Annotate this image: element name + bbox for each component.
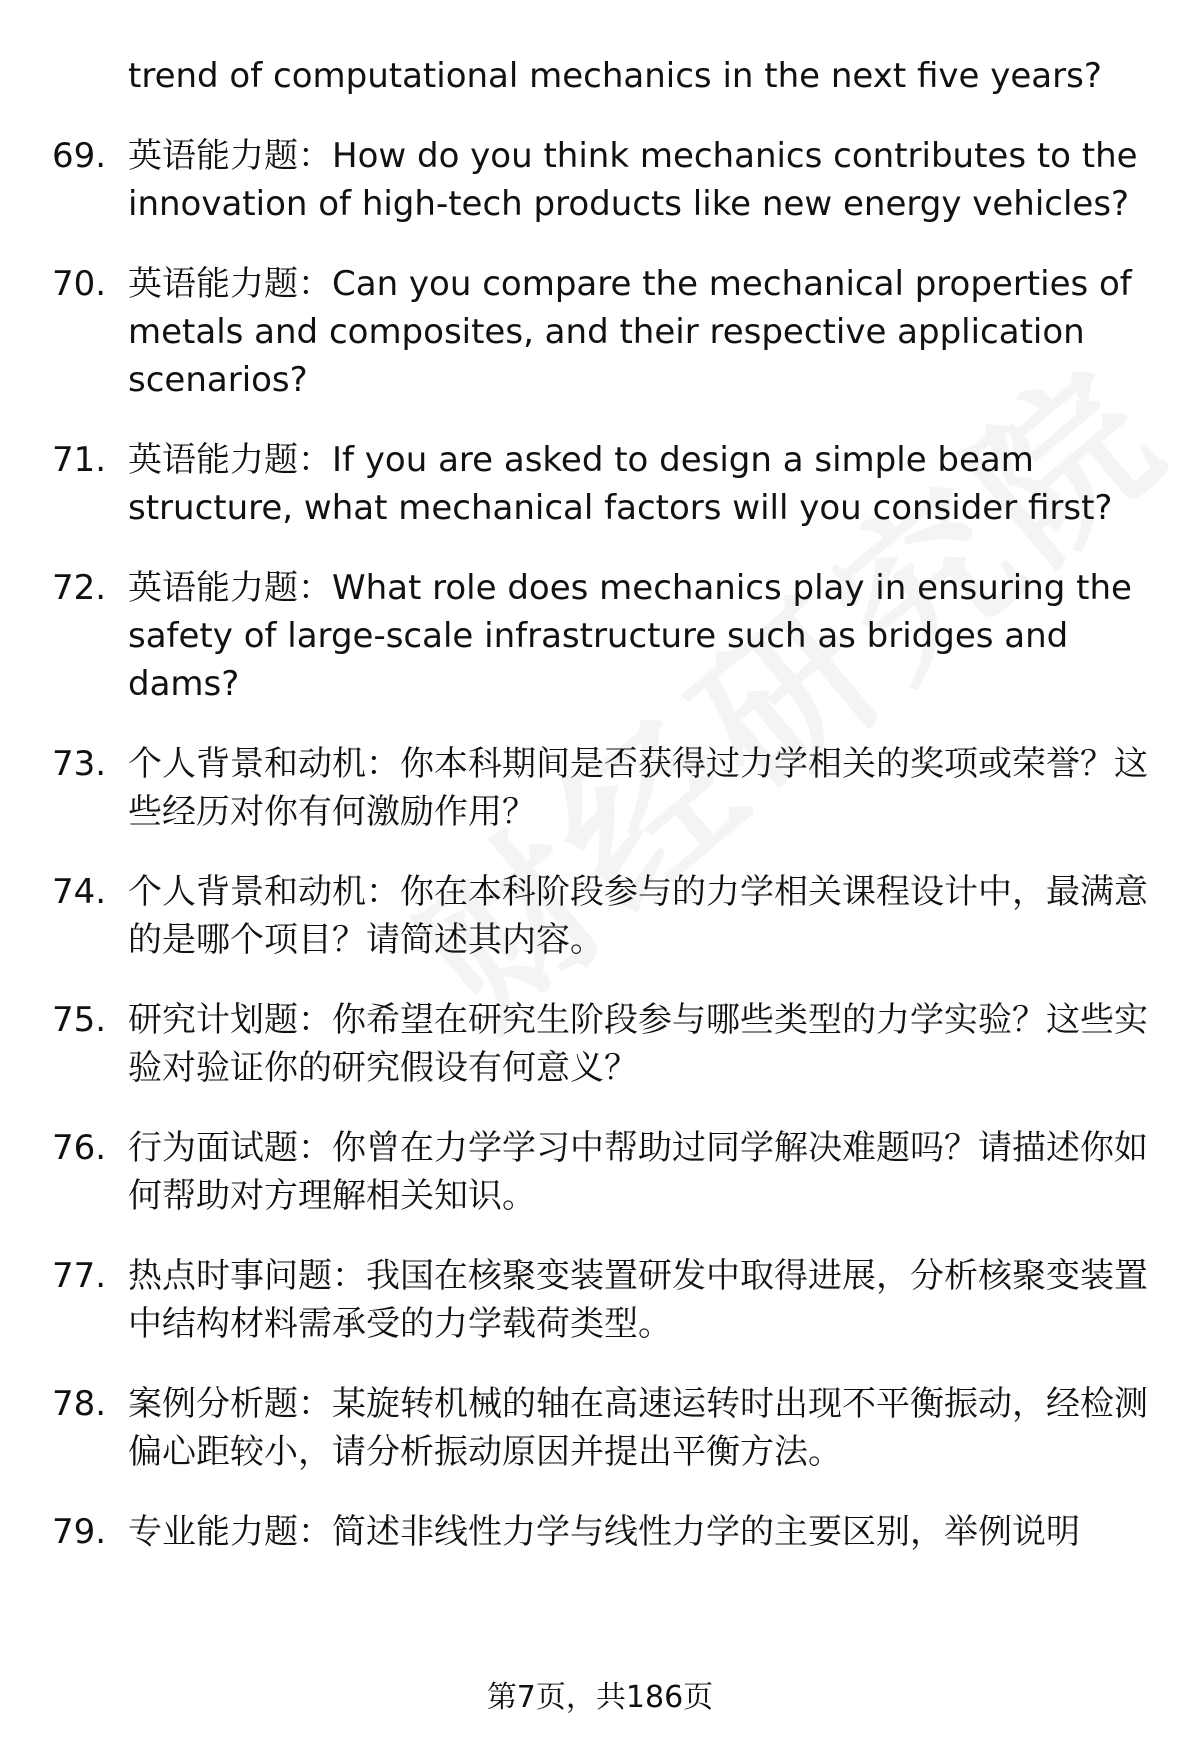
question-number: 75.	[52, 1000, 107, 1040]
question-item	[0, 740, 1200, 836]
question-continuation: trend of computational mechanics in the next five years?	[128, 56, 1102, 96]
question-item	[0, 1252, 1200, 1348]
question-number: 71.	[52, 440, 107, 480]
question-text: 案例分析题：某旋转机械的轴在高速运转时出现不平衡振动，经检测偏心距较小，请分析振动原因并提出平衡方法。	[128, 1384, 1148, 1472]
question-text: 英语能力题：If you are asked to design a simple beam structure, what mechanical factors will you consider first?	[128, 440, 1113, 528]
question-text: 英语能力题：Can you compare the mechanical properties of metals and composites, and their respective application scenarios?	[128, 264, 1132, 400]
question-text: 专业能力题：简述非线性力学与线性力学的主要区别，举例说明	[128, 1512, 1080, 1552]
question-number: 79.	[52, 1512, 107, 1552]
question-item	[0, 996, 1200, 1092]
question-number: 76.	[52, 1128, 107, 1168]
question-number: 72.	[52, 568, 107, 608]
question-item	[0, 1508, 1200, 1556]
question-number: 73.	[52, 744, 107, 784]
question-item	[0, 1380, 1200, 1476]
question-number: 69.	[52, 136, 107, 176]
question-text: 个人背景和动机：你本科期间是否获得过力学相关的奖项或荣誉？这些经历对你有何激励作用？	[128, 744, 1148, 832]
question-item	[0, 1124, 1200, 1220]
question-text: 热点时事问题：我国在核聚变装置研发中取得进展，分析核聚变装置中结构材料需承受的力学载荷类型。	[128, 1256, 1148, 1344]
question-item	[0, 260, 1200, 404]
question-text: 研究计划题：你希望在研究生阶段参与哪些类型的力学实验？这些实验对验证你的研究假设有何意义？	[128, 1000, 1148, 1088]
question-list	[0, 132, 1200, 1556]
question-text: 行为面试题：你曾在力学学习中帮助过同学解决难题吗？请描述你如何帮助对方理解相关知识。	[128, 1128, 1148, 1216]
question-number: 78.	[52, 1384, 107, 1424]
question-number: 74.	[52, 872, 107, 912]
question-item	[0, 436, 1200, 532]
question-item	[0, 868, 1200, 964]
question-text: 个人背景和动机：你在本科阶段参与的力学相关课程设计中，最满意的是哪个项目？请简述其内容。	[128, 872, 1148, 960]
question-item	[0, 132, 1200, 228]
page-footer: 第7页，共186页	[486, 1680, 714, 1715]
question-item	[0, 564, 1200, 708]
question-text: 英语能力题：What role does mechanics play in ensuring the safety of large-scale infrastructure such as bridges and dams?	[128, 568, 1132, 704]
question-content	[0, 52, 1200, 1556]
question-number: 70.	[52, 264, 107, 304]
question-number: 77.	[52, 1256, 107, 1296]
question-text: 英语能力题：How do you think mechanics contributes to the innovation of high-tech products like new energy vehicles?	[128, 136, 1138, 224]
